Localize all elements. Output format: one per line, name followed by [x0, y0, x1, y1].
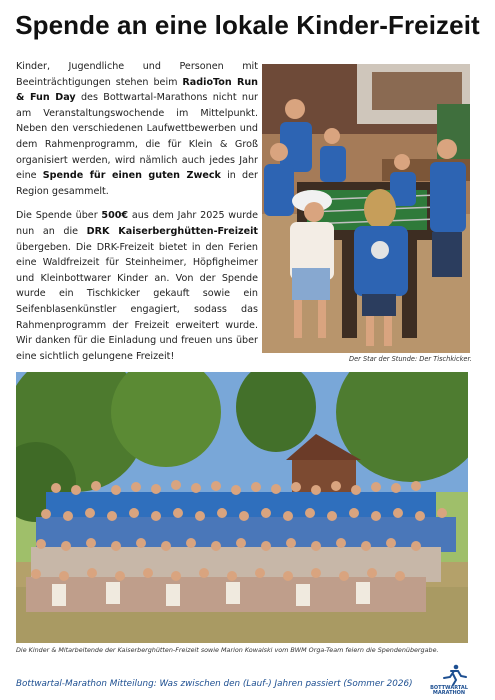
runner-icon: [420, 664, 478, 694]
bold-run: DRK Kaiserberghütten-Freizeit: [86, 225, 258, 237]
group-photo: [16, 372, 468, 643]
group-caption: Die Kinder & Mitarbeitende der Kaiserberghütten-Freizeit sowie Marion Kowalski vom BWM Orga-Team feiern die Spendenübergabe.: [16, 646, 439, 654]
text-run: übergeben. Die DRK-Freizeit bietet in den Ferien eine Waldfreizeit für Steinheimer, Höpfigheimer und Kleinbottwarer Kinder an. Von der Spende wurde ein Tischkicker gekauft sowie ein Seifenblasenkünstler engagiert, sodass das Rahmenprogramm der Freizeit erweitert wurde. Wir danken für die Einladung und freuen uns über eine sichtlich gelungene Freizeit!: [16, 241, 258, 362]
bold-run: Spende für einen guten Zweck: [42, 170, 221, 182]
text-run: Kinder, Jugendliche und Personen mit Beeinträchtigungen stehen beim: [16, 61, 258, 88]
article-paragraph-2: [16, 208, 258, 364]
text-run: des Bottwartal-Marathons nicht nur am Veranstaltungswochende im Mittelpunkt. Neben den verschiedenen Laufwettbewerben und dem Rahmenprogramm, die für Klein & Groß organisiert werden, wird nämlich auch jedes Jahr eine: [16, 92, 258, 182]
foosball-caption: Der Star der Stunde: Der Tischkicker.: [349, 355, 472, 363]
group-photo-image: [16, 372, 468, 643]
text-run: Die Spende über: [16, 210, 102, 222]
foosball-photo-image: [262, 64, 470, 353]
foosball-photo: [262, 64, 470, 353]
logo-line-2: MARATHON: [432, 690, 466, 694]
logo-line-1: BOTTWARTAL: [430, 685, 468, 691]
article-paragraph-1: [16, 59, 258, 199]
footer-text: Bottwartal-Marathon Mitteilung: Was zwischen den (Lauf-) Jahren passiert (Sommer 2026): [16, 679, 413, 689]
page-title: Spende an eine lokale Kinder-Freizeit: [15, 10, 480, 40]
text-run: aus dem Jahr 2025 wurde nun an die: [16, 210, 258, 237]
bold-run: RadioTon Run & Fun Day: [16, 76, 259, 104]
text-run: in der Region gesammelt.: [16, 170, 258, 197]
article-text: [16, 59, 258, 364]
bottwartal-marathon-logo: [420, 664, 478, 694]
bold-run: 500€: [101, 210, 129, 222]
